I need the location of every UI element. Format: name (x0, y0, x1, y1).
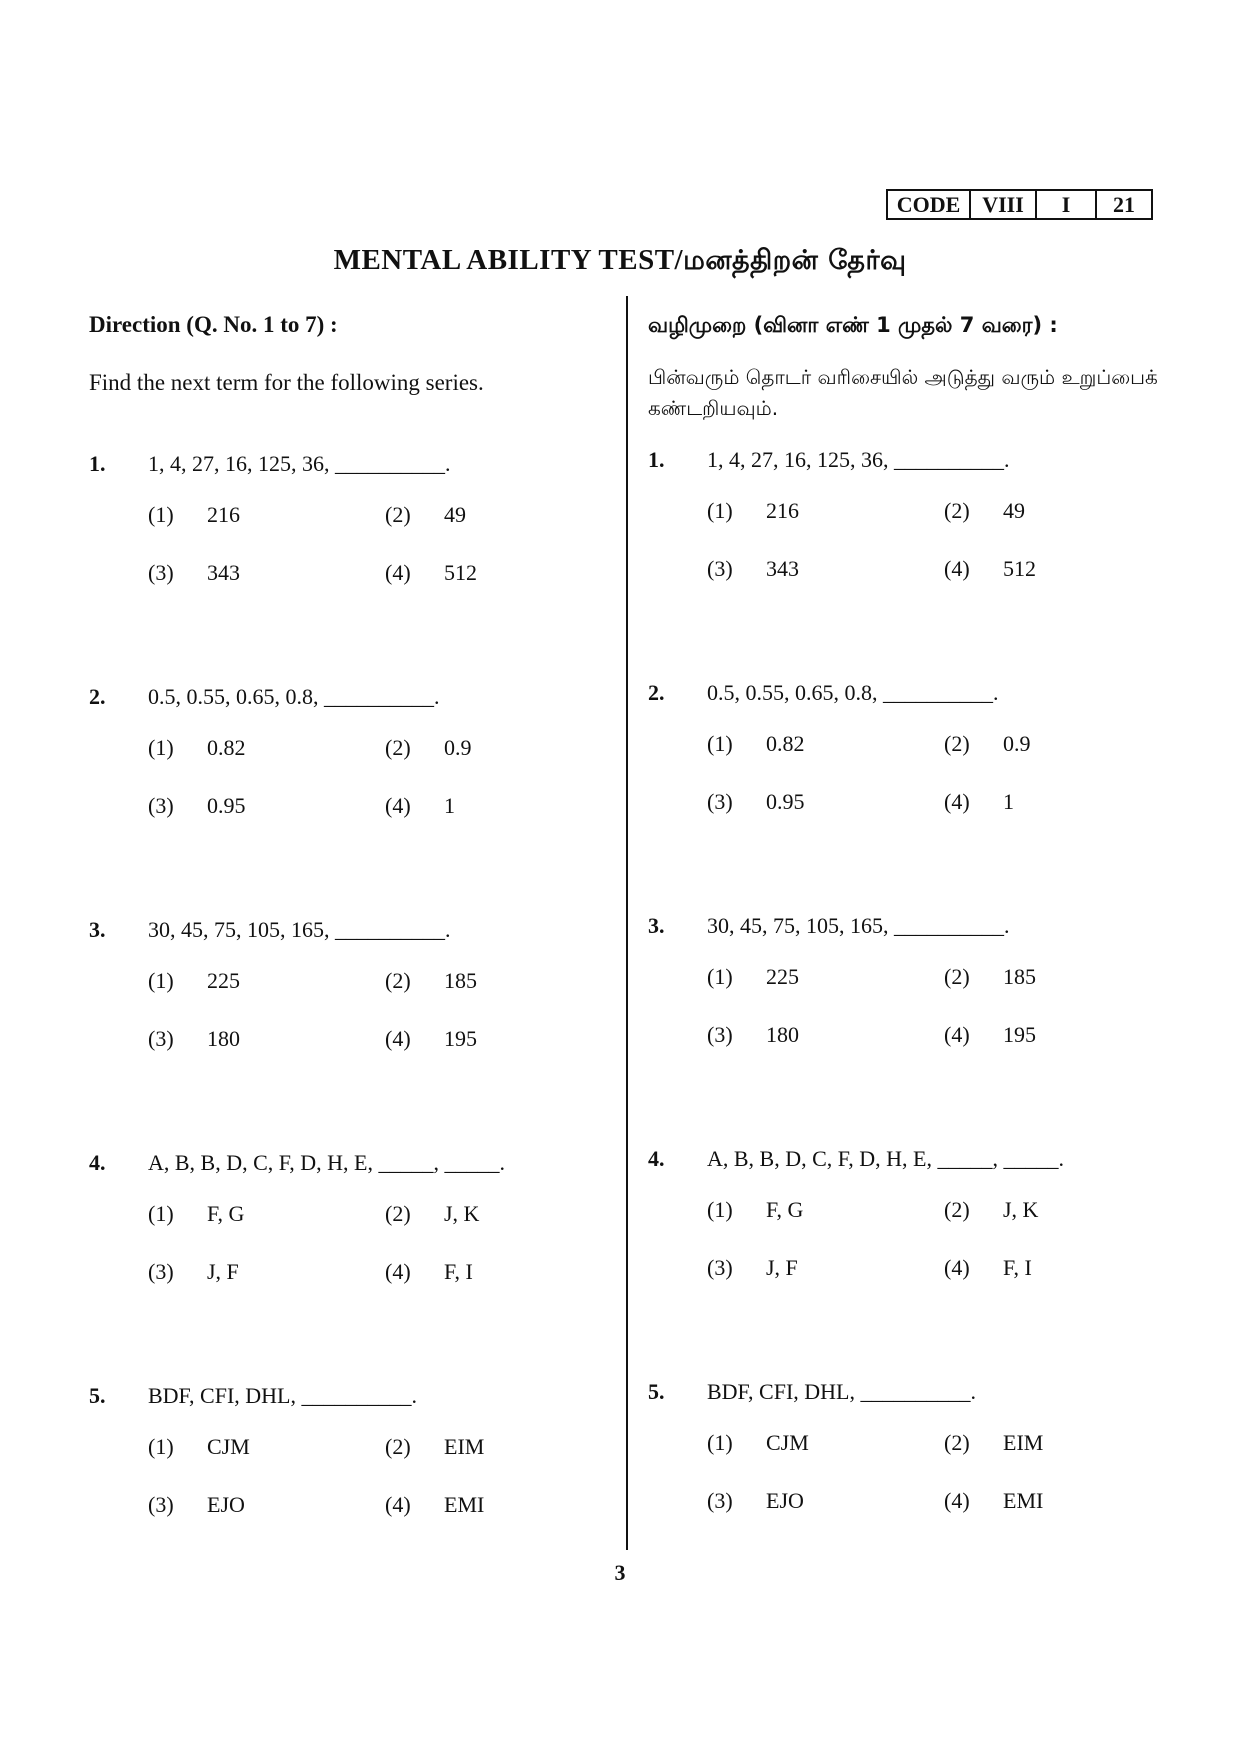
question-2 (89, 675, 609, 908)
option-number: (4) (944, 789, 970, 814)
answer-option (944, 715, 1181, 773)
option-value: 0.9 (444, 735, 472, 760)
option-number: (3) (707, 1255, 733, 1280)
answer-option (148, 544, 385, 602)
option-number: (3) (148, 560, 174, 585)
option-value: EJO (207, 1492, 245, 1517)
option-value: EMI (1003, 1488, 1044, 1513)
question-text: 30, 45, 75, 105, 165, __________. (707, 913, 1010, 938)
column-divider (626, 296, 628, 1550)
answer-option (707, 1006, 944, 1064)
instruction-text: Find the next term for the following series. (89, 370, 484, 395)
option-value: 512 (444, 560, 477, 585)
instruction-text: பின்வரும் தொடர் வரிசையில் அடுத்து வரும் உறுப்பைக் கண்டறியவும். (648, 365, 1158, 420)
option-number: (3) (707, 1022, 733, 1047)
answer-option (385, 486, 622, 544)
option-number: (1) (148, 502, 174, 527)
answer-option (385, 719, 622, 777)
answer-option (707, 1414, 944, 1472)
answer-options (707, 1181, 1168, 1297)
answer-options (148, 719, 609, 835)
question-4 (89, 1141, 609, 1374)
question-text: 0.5, 0.55, 0.65, 0.8, __________. (148, 684, 440, 709)
option-number: (1) (148, 1434, 174, 1459)
question-number: 4. (648, 1146, 665, 1171)
question-number: 5. (89, 1383, 106, 1408)
answer-option (385, 952, 622, 1010)
title-tamil: மனத்திறன் தேர்வு (683, 245, 907, 276)
option-number: (1) (707, 1197, 733, 1222)
page-number: 3 (614, 1560, 626, 1585)
option-value: 195 (444, 1026, 477, 1051)
option-number: (2) (944, 1197, 970, 1222)
option-value: J, K (444, 1201, 480, 1226)
option-number: (4) (385, 1492, 411, 1517)
option-number: (1) (707, 731, 733, 756)
option-number: (4) (385, 560, 411, 585)
option-number: (4) (944, 556, 970, 581)
question-text: 0.5, 0.55, 0.65, 0.8, __________. (707, 680, 999, 705)
option-value: 0.82 (207, 735, 246, 760)
option-value: EJO (766, 1488, 804, 1513)
question-3 (89, 908, 609, 1141)
option-value: F, I (1003, 1255, 1032, 1280)
question-stem (648, 1137, 1168, 1181)
answer-option (385, 1243, 622, 1301)
question-text: 1, 4, 27, 16, 125, 36, __________. (707, 447, 1010, 472)
answer-option (385, 1185, 622, 1243)
question-stem (648, 438, 1168, 482)
option-value: 225 (766, 964, 799, 989)
option-number: (1) (148, 1201, 174, 1226)
question-list (89, 442, 609, 1607)
question-stem (89, 442, 609, 486)
option-number: (3) (707, 1488, 733, 1513)
option-value: 49 (1003, 498, 1025, 523)
option-number: (4) (385, 1259, 411, 1284)
option-value: 185 (1003, 964, 1036, 989)
option-value: CJM (766, 1430, 809, 1455)
answer-option (148, 777, 385, 835)
answer-option (944, 773, 1181, 831)
option-number: (4) (944, 1488, 970, 1513)
answer-options (707, 1414, 1168, 1530)
option-value: 180 (207, 1026, 240, 1051)
option-value: EIM (444, 1434, 485, 1459)
answer-options (707, 715, 1168, 831)
option-value: J, F (766, 1255, 798, 1280)
question-stem (89, 1374, 609, 1418)
question-number: 4. (89, 1150, 106, 1175)
option-number: (3) (148, 1492, 174, 1517)
answer-options (148, 486, 609, 602)
question-text: A, B, B, D, C, F, D, H, E, _____, _____. (148, 1150, 505, 1175)
question-stem (89, 675, 609, 719)
option-number: (4) (385, 1026, 411, 1051)
question-stem (648, 904, 1168, 948)
question-1 (648, 438, 1168, 671)
option-value: EIM (1003, 1430, 1044, 1455)
code-class: VIII (971, 191, 1037, 218)
answer-options (707, 482, 1168, 598)
option-number: (1) (707, 498, 733, 523)
page-title (0, 244, 1240, 280)
answer-option (707, 1239, 944, 1297)
option-number: (3) (148, 1026, 174, 1051)
question-stem (648, 1370, 1168, 1414)
option-number: (4) (385, 793, 411, 818)
answer-option (148, 1010, 385, 1068)
option-value: 1 (1003, 789, 1014, 814)
question-text: BDF, CFI, DHL, __________. (148, 1383, 417, 1408)
option-value: 49 (444, 502, 466, 527)
answer-option (385, 1418, 622, 1476)
answer-option (944, 1181, 1181, 1239)
option-number: (3) (148, 1259, 174, 1284)
option-number: (3) (707, 789, 733, 814)
option-value: J, K (1003, 1197, 1039, 1222)
option-value: 185 (444, 968, 477, 993)
option-number: (2) (385, 1434, 411, 1459)
option-value: 0.9 (1003, 731, 1031, 756)
answer-option (148, 1243, 385, 1301)
option-value: 0.95 (766, 789, 805, 814)
answer-option (148, 486, 385, 544)
option-number: (3) (707, 556, 733, 581)
question-list (648, 438, 1168, 1603)
code-paper: I (1037, 191, 1097, 218)
answer-option (707, 948, 944, 1006)
option-value: EMI (444, 1492, 485, 1517)
question-number: 1. (648, 447, 665, 472)
option-number: (3) (148, 793, 174, 818)
answer-option (148, 1418, 385, 1476)
option-value: 0.82 (766, 731, 805, 756)
option-number: (2) (944, 731, 970, 756)
direction-heading: வழிமுறை (வினா எண் 1 முதல் 7 வரை) : (648, 313, 1058, 337)
question-2 (648, 671, 1168, 904)
title-english: MENTAL ABILITY TEST/ (333, 244, 684, 276)
question-number: 3. (648, 913, 665, 938)
answer-options (148, 1185, 609, 1301)
answer-option (944, 482, 1181, 540)
option-value: 0.95 (207, 793, 246, 818)
option-number: (1) (148, 968, 174, 993)
answer-option (944, 1472, 1181, 1530)
question-stem (89, 908, 609, 952)
option-number: (2) (944, 498, 970, 523)
option-number: (4) (944, 1022, 970, 1047)
option-value: 216 (207, 502, 240, 527)
answer-option (707, 1181, 944, 1239)
question-text: 1, 4, 27, 16, 125, 36, __________. (148, 451, 451, 476)
option-number: (2) (385, 968, 411, 993)
answer-option (707, 773, 944, 831)
english-column (89, 308, 609, 1607)
answer-option (148, 1476, 385, 1534)
question-number: 1. (89, 451, 106, 476)
answer-option (707, 1472, 944, 1530)
tamil-column (648, 308, 1168, 1603)
answer-option (707, 482, 944, 540)
question-text: 30, 45, 75, 105, 165, __________. (148, 917, 451, 942)
answer-option (944, 1239, 1181, 1297)
question-stem (648, 671, 1168, 715)
option-value: J, F (207, 1259, 239, 1284)
option-number: (2) (385, 735, 411, 760)
code-number: 21 (1113, 192, 1135, 217)
option-number: (2) (944, 1430, 970, 1455)
option-number: (2) (944, 964, 970, 989)
option-value: 512 (1003, 556, 1036, 581)
question-number: 3. (89, 917, 106, 942)
question-number: 5. (648, 1379, 665, 1404)
question-3 (648, 904, 1168, 1137)
option-value: 180 (766, 1022, 799, 1047)
answer-option (385, 1476, 622, 1534)
question-stem (89, 1141, 609, 1185)
option-number: (1) (707, 1430, 733, 1455)
option-number: (2) (385, 502, 411, 527)
direction-heading: Direction (Q. No. 1 to 7) : (89, 312, 338, 337)
option-number: (1) (148, 735, 174, 760)
code-label: CODE (888, 191, 971, 218)
answer-option (385, 777, 622, 835)
answer-option (385, 1010, 622, 1068)
answer-options (148, 1418, 609, 1534)
option-number: (1) (707, 964, 733, 989)
question-1 (89, 442, 609, 675)
option-value: 343 (207, 560, 240, 585)
answer-option (148, 719, 385, 777)
option-value: 1 (444, 793, 455, 818)
answer-option (148, 952, 385, 1010)
option-number: (2) (385, 1201, 411, 1226)
question-number: 2. (648, 680, 665, 705)
option-value: CJM (207, 1434, 250, 1459)
answer-option (707, 715, 944, 773)
answer-options (148, 952, 609, 1068)
code-box (886, 189, 1153, 220)
answer-option (944, 1414, 1181, 1472)
option-value: 225 (207, 968, 240, 993)
option-number: (4) (944, 1255, 970, 1280)
option-value: 195 (1003, 1022, 1036, 1047)
answer-option (944, 540, 1181, 598)
option-value: 343 (766, 556, 799, 581)
option-value: 216 (766, 498, 799, 523)
answer-option (148, 1185, 385, 1243)
answer-options (707, 948, 1168, 1064)
answer-option (707, 540, 944, 598)
option-value: F, G (207, 1201, 245, 1226)
question-4 (648, 1137, 1168, 1370)
question-number: 2. (89, 684, 106, 709)
question-text: BDF, CFI, DHL, __________. (707, 1379, 976, 1404)
answer-option (944, 948, 1181, 1006)
option-value: F, G (766, 1197, 804, 1222)
answer-option (385, 544, 622, 602)
question-text: A, B, B, D, C, F, D, H, E, _____, _____. (707, 1146, 1064, 1171)
option-value: F, I (444, 1259, 473, 1284)
answer-option (944, 1006, 1181, 1064)
